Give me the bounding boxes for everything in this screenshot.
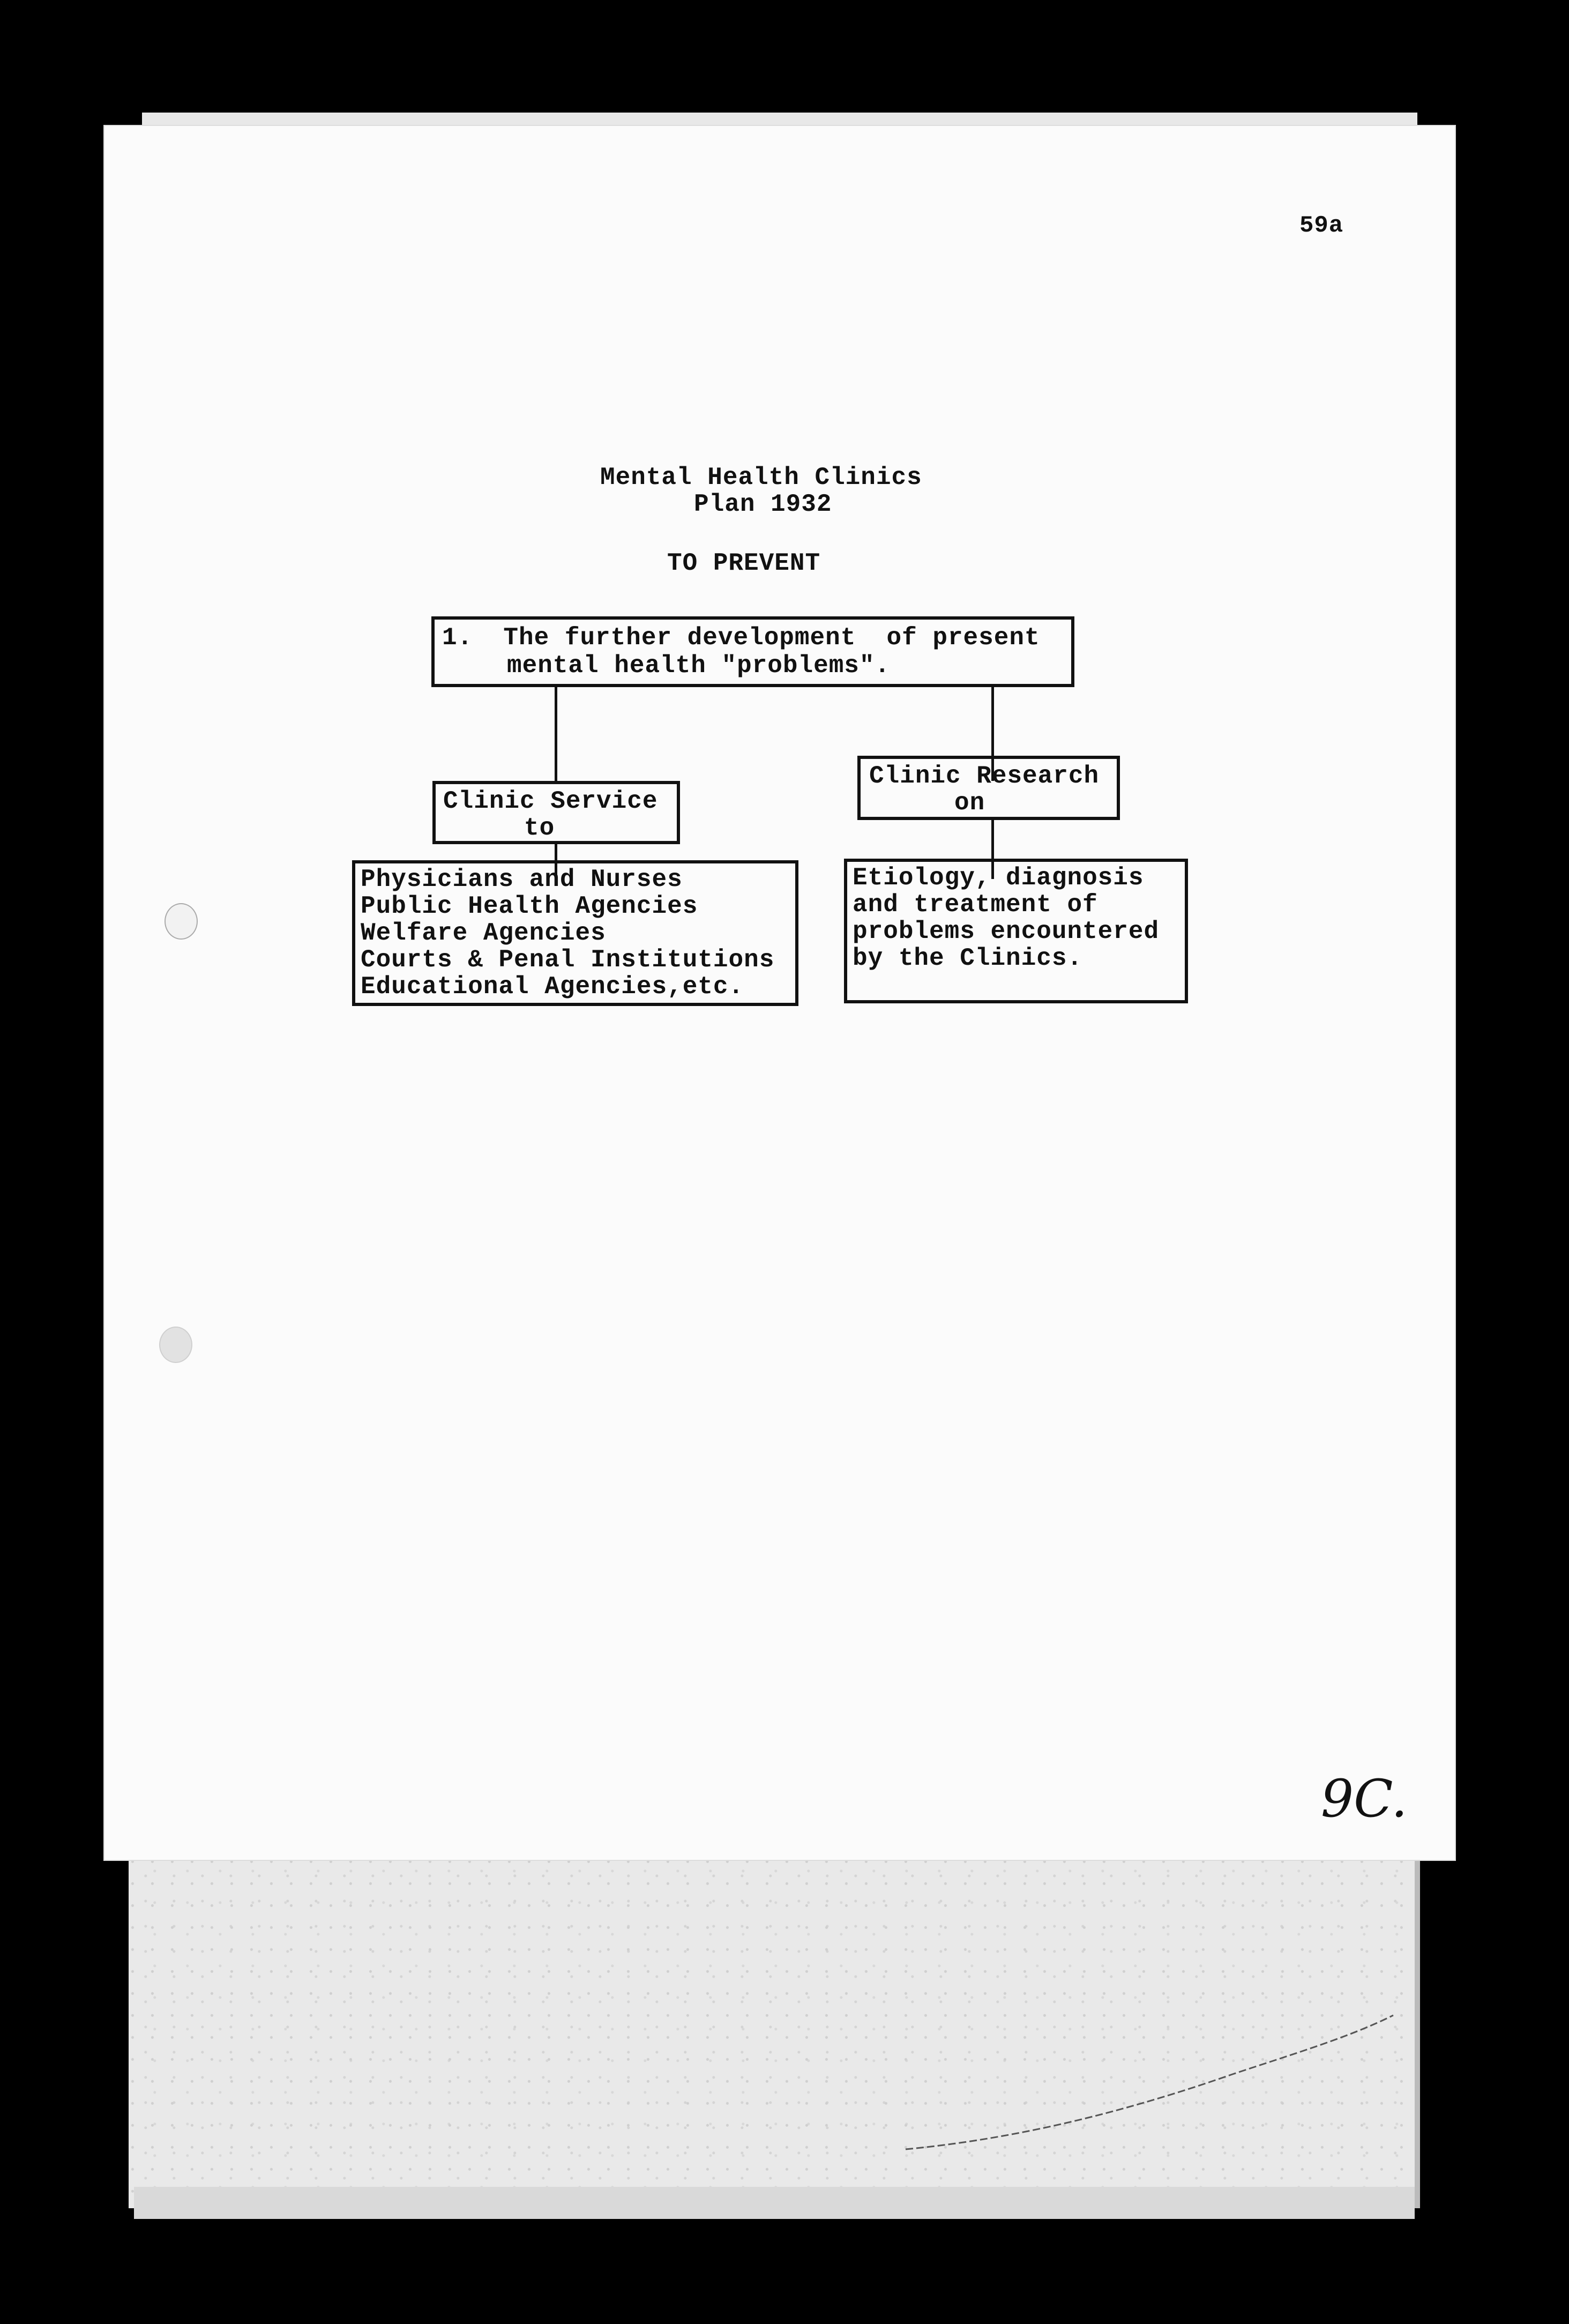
title-line-2: Plan 1932 (694, 490, 832, 518)
section-heading: TO PREVENT (667, 549, 821, 577)
left-list-item: Public Health Agencies (361, 892, 698, 920)
page-number: 59a (1299, 212, 1344, 239)
top-box-line-2: mental health "problems". (507, 652, 891, 680)
chart-left-list-box (352, 860, 798, 1006)
right-list-item: by the Clinics. (853, 944, 1083, 972)
punch-hole (159, 1327, 192, 1363)
right-list-item: Etiology, diagnosis (853, 864, 1144, 892)
chart-right-list-box (844, 859, 1188, 1003)
connector-line (555, 687, 557, 781)
chart-left-header-box (432, 781, 680, 844)
left-list-item: Welfare Agencies (361, 919, 606, 947)
handwritten-note: 9C. (1321, 1769, 1408, 1829)
chart-right-header-box (857, 756, 1120, 820)
left-list-item: Physicians and Nurses (361, 866, 683, 893)
right-header-line-2: on (954, 789, 985, 817)
chart-top-box (431, 616, 1074, 687)
left-list-item: Courts & Penal Institutions (361, 946, 775, 974)
right-list-item: and treatment of (853, 891, 1098, 919)
page-top-edge (142, 113, 1417, 128)
top-box-line-1: 1. The further development of present (442, 624, 1040, 652)
punch-hole (165, 903, 198, 940)
left-list-item: Educational Agencies,etc. (361, 973, 744, 1001)
right-header-line-1: Clinic Research (869, 762, 1100, 790)
left-header-line-1: Clinic Service (443, 787, 658, 815)
left-header-line-2: to (524, 814, 555, 842)
title-line-1: Mental Health Clinics (600, 464, 922, 491)
right-list-item: problems encountered (853, 918, 1160, 945)
document-page (104, 126, 1455, 1860)
